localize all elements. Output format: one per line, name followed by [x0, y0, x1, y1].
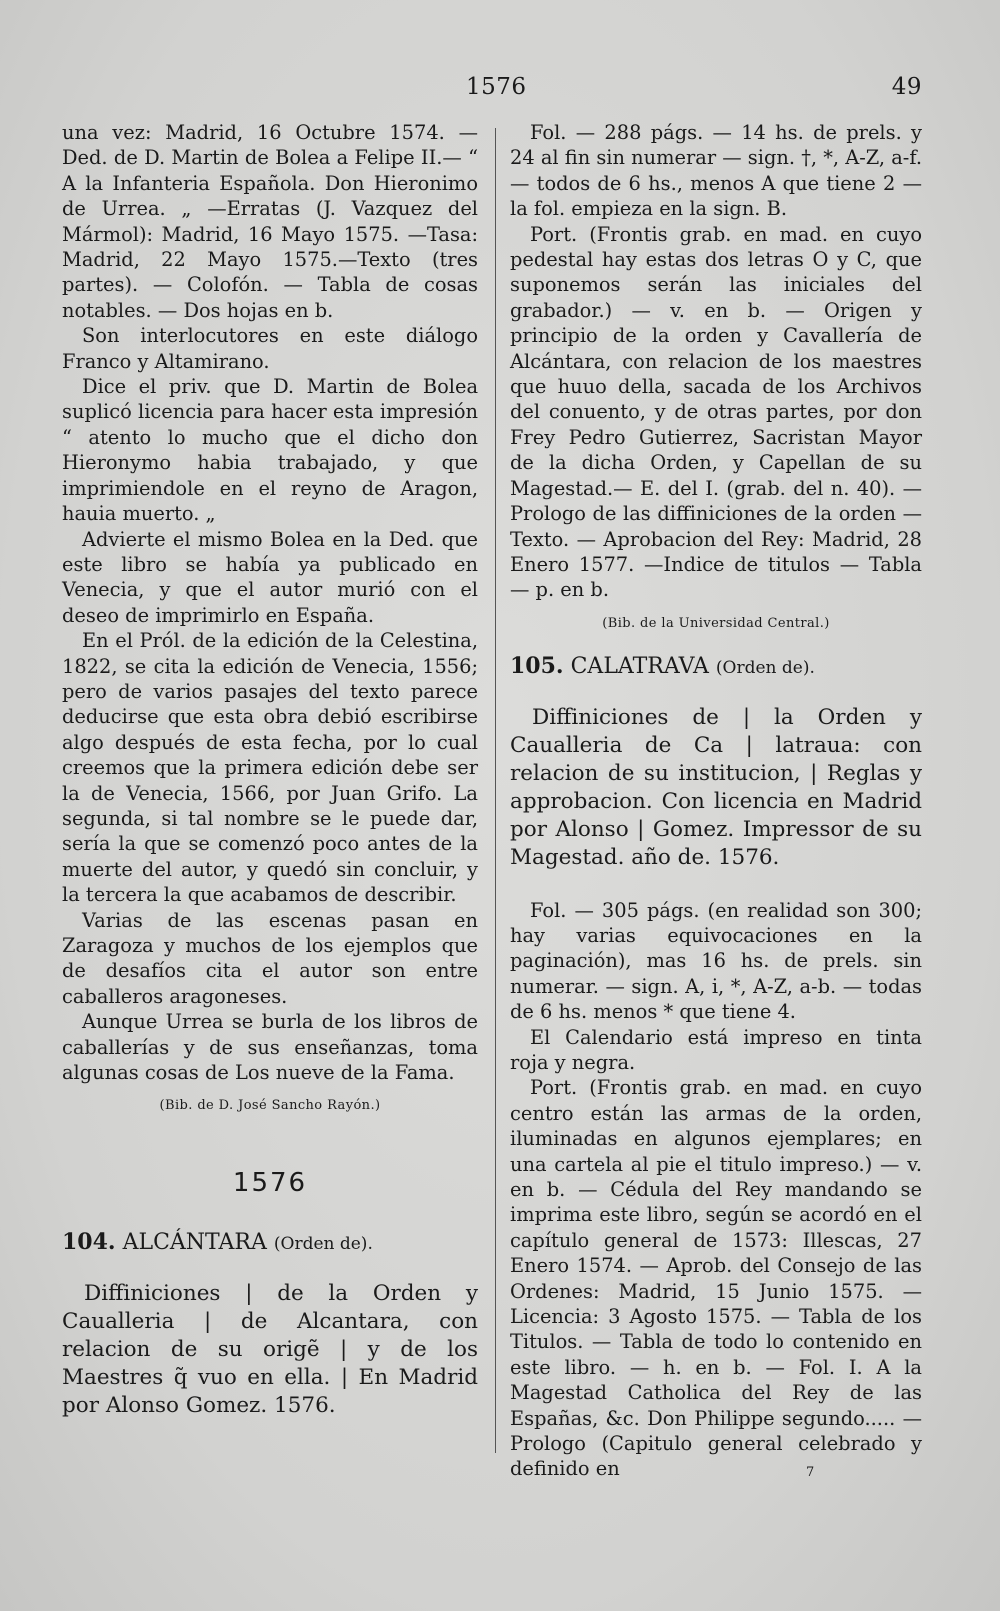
paragraph: Port. (Frontis grab. en mad. en cuyo centro están las armas de la orden, iluminadas en algunos ejemplares; en una cartela al pie el titulo impreso.) — v. en b. — Cédula del Rey mandando se imprima este libro, según se acordó en el capítulo general de 1573: Illescas, 27 Enero 1574. — Aprob. del Consejo de las Ordenes: Madrid, 15 Junio 1575. — Licencia: 3 Agosto 1575. — Tabla de los Titulos. — Tabla de todo lo contenido en este libro. — h. en b. — Fol. I. A la Magestad Catholica del Rey de las Españas, &c. Don Philippe segundo..... — Prologo (Capitulo general celebrado y definido en [510, 1076, 922, 1481]
paragraph: Advierte el mismo Bolea en la Ded. que este libro se había ya publicado en Venecia, y que el autor murió con el deseo de imprimirlo en España. [62, 527, 478, 627]
entry-heading-104 [62, 1230, 478, 1257]
paragraph: Varias de las escenas pasan en Zaragoza y muchos de los ejemplos que de desafíos cita el autor son entre caballeros aragoneses. [62, 908, 478, 1008]
running-head-year: 1576 [466, 74, 527, 100]
entry-name: ALCÁNTARA [122, 1230, 267, 1256]
year-heading: 1576 [232, 1167, 308, 1198]
entry-number: 105. [510, 653, 564, 680]
paragraph: Port. (Frontis grab. en mad. en cuyo pedestal hay estas dos letras O y C, que suponemos serán las iniciales del grabador.) — v. en b. — Origen y principio de la orden y Cavallería de Alcántara, con relacion de los maestres que huuo della, sacada de los Archivos del conuento, y de otras partes, por don Frey Pedro Gutierrez, Sacristan Mayor de la dicha Orden, y Capellan de su Magestad.— E. del I. (grab. del n. 40). —Prologo de las diffiniciones de la orden — Texto. — Aprobacion del Rey: Madrid, 28 Enero 1577. —Indice de titulos — Tabla — p. en b. [510, 222, 922, 602]
page-number: 49 [891, 74, 922, 100]
entry-suffix: (Orden de). [273, 1234, 373, 1255]
entry-suffix: (Orden de). [715, 658, 815, 679]
right-column [510, 120, 922, 1482]
paragraph: Son interlocutores en este diálogo Franco y Altamirano. [62, 324, 478, 373]
paragraph: Fol. — 305 págs. (en realidad son 300; hay varias equivocaciones en la paginación), mas 16 hs. de prels. sin numerar. — sign. A, i, *, A-Z, a-b. — todas de 6 hs. menos * que tiene 4. [510, 898, 922, 1024]
column-divider [495, 128, 496, 1453]
signature-mark: 7 [806, 1465, 815, 1480]
entry-name: CALATRAVA [570, 654, 709, 680]
paragraph: Aunque Urrea se burla de los libros de caballerías y de sus enseñanzas, toma algunas cosas de Los nueve de la Fama. [62, 1010, 478, 1085]
paragraph: una vez: Madrid, 16 Octubre 1574. — Ded. de D. Martin de Bolea a Felipe II.— “ A la Infanteria Española. Don Hieronimo de Urrea. „ —Erratas (J. Vazquez del Mármol): Madrid, 16 Mayo 1575. —Tasa: Madrid, 22 Mayo 1575.—Texto (tres partes). — Colofón. — Tabla de cosas notables. — Dos hojas en b. [62, 121, 478, 322]
paragraph: Dice el priv. que D. Martin de Bolea suplicó licencia para hacer esta impresión “ atento lo mucho que el dicho don Hieronymo habia trabajado, y que imprimiendole en el reyno de Aragon, hauia muerto. „ [62, 375, 478, 526]
library-source: (Bib. de D. José Sancho Rayón.) [159, 1098, 381, 1114]
library-source: (Bib. de la Universidad Central.) [602, 615, 830, 631]
entry-heading-105 [510, 654, 922, 681]
entry-number: 104. [62, 1229, 116, 1256]
book-title: Diffiniciones de | la Orden y Caualleria de Ca | latraua: con relacion de su institucion, | Reglas y approbacion. Con licencia en Madrid por Alonso | Gomez. Impressor de su Magestad. año de. 1576. [510, 704, 922, 870]
left-column [62, 120, 478, 1444]
paragraph: En el Pról. de la edición de la Celestina, 1822, se cita la edición de Venecia, 1556; pero de varios pasajes del texto parece deducirse que esta obra debió escribirse algo después de esta fecha, por lo cual creemos que la primera edición debe ser la de Venecia, 1566, por Juan Grifo. La segunda, si tal nombre se le puede dar, sería la que se comenzó poco antes de la muerte del autor, y quedó sin concluir, y la tercera la que acabamos de describir. [62, 629, 478, 907]
paragraph: Fol. — 288 págs. — 14 hs. de prels. y 24 al fin sin numerar — sign. †, *, A-Z, a-f. — todos de 6 hs., menos A que tiene 2 — la fol. empieza en la sign. B. [510, 121, 923, 221]
paragraph: El Calendario está impreso en tinta roja y negra. [510, 1025, 922, 1074]
book-title: Diffiniciones | de la Orden y Caualleria | de Alcantara, con relacion de su origẽ | y de los Maestres q̃ vuo en ella. | En Madrid por Alonso Gomez. 1576. [62, 1280, 478, 1418]
